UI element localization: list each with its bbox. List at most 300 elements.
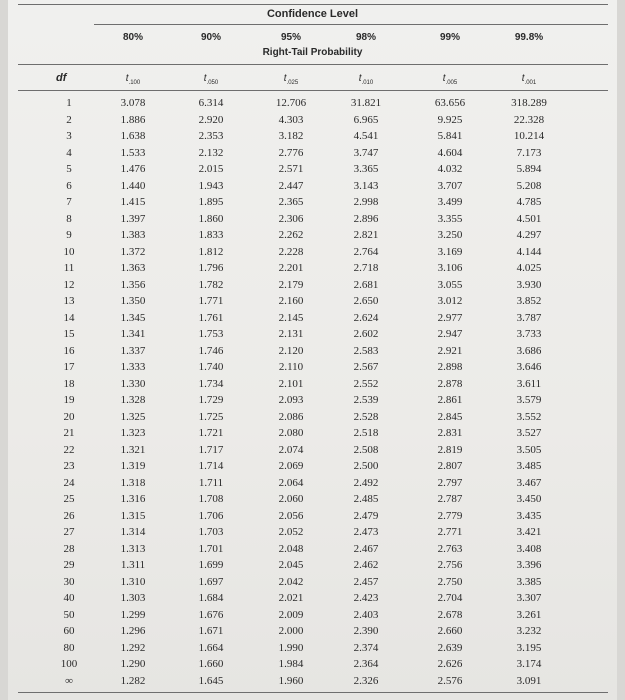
critical-value: 1.645	[198, 674, 224, 687]
critical-value: 3.385	[516, 575, 542, 588]
table-bottom-rule	[18, 692, 608, 693]
critical-value: 1.476	[120, 163, 146, 175]
critical-value: 1.383	[120, 229, 146, 241]
critical-value: 3.733	[516, 328, 542, 340]
critical-value: 2.518	[353, 427, 379, 439]
critical-value: 1.397	[120, 212, 146, 225]
table-row	[8, 295, 617, 312]
critical-value: 3.787	[516, 311, 542, 324]
critical-value: 1.990	[278, 641, 304, 654]
critical-value: 3.106	[437, 262, 463, 274]
critical-value: 2.056	[278, 509, 304, 522]
critical-value: 3.182	[278, 130, 304, 142]
critical-value: 3.611	[516, 377, 542, 390]
table-row	[8, 279, 617, 296]
critical-value: 3.852	[516, 295, 542, 307]
critical-value: 2.776	[278, 146, 304, 159]
critical-value: 2.583	[353, 344, 379, 357]
critical-value: 3.091	[516, 674, 542, 687]
critical-value: 2.374	[353, 641, 379, 654]
critical-value: 3.261	[516, 608, 542, 621]
critical-value: 2.064	[278, 476, 304, 489]
critical-value: 4.785	[516, 196, 542, 208]
critical-value: 2.009	[278, 608, 304, 621]
critical-value: 4.144	[516, 245, 542, 258]
critical-value: 3.930	[516, 278, 542, 291]
critical-value: 1.664	[198, 641, 224, 654]
critical-value: 2.639	[437, 641, 463, 654]
critical-value: 3.307	[516, 592, 542, 604]
critical-value: 6.965	[353, 113, 379, 126]
critical-value: 2.807	[437, 460, 463, 472]
critical-value: 3.169	[437, 245, 463, 258]
critical-value: 3.707	[437, 179, 463, 192]
critical-value: 2.365	[278, 196, 304, 208]
df-value: 26	[63, 509, 75, 522]
critical-value: 2.403	[353, 608, 379, 621]
critical-value: 3.055	[437, 278, 463, 291]
critical-value: 1.886	[120, 113, 146, 126]
table-row	[8, 642, 617, 659]
table-row	[8, 576, 617, 593]
df-value: 23	[63, 460, 75, 472]
critical-value: 2.787	[437, 493, 463, 505]
critical-value: 1.415	[120, 196, 146, 208]
critical-value: 2.462	[353, 559, 379, 571]
critical-value: 1.315	[120, 509, 146, 522]
df-value: 40	[63, 592, 75, 604]
critical-value: 2.998	[353, 196, 379, 208]
critical-value: 2.567	[353, 361, 379, 373]
critical-value: 3.505	[516, 443, 542, 456]
critical-value: 2.764	[353, 245, 379, 258]
critical-value: 2.819	[437, 443, 463, 456]
right-tail-probability-title: Right-Tail Probability	[262, 47, 363, 58]
critical-value: 2.821	[353, 229, 379, 241]
df-value: 80	[63, 641, 75, 654]
table-row	[8, 114, 617, 131]
critical-value: 1.318	[120, 476, 146, 489]
t-header: $t_{.001}$	[521, 73, 537, 86]
critical-value: 1.833	[198, 229, 224, 241]
critical-value: 1.330	[120, 377, 146, 390]
critical-value: 2.110	[278, 361, 304, 373]
critical-value: 1.708	[198, 493, 224, 505]
critical-value: 2.326	[353, 674, 379, 687]
header-rule-top	[18, 64, 608, 65]
table-row	[8, 229, 617, 246]
df-value: 22	[63, 443, 75, 456]
table-row	[8, 427, 617, 444]
critical-value: 3.396	[516, 559, 542, 571]
critical-value: 1.299	[120, 608, 146, 621]
critical-value: 2.650	[353, 295, 379, 307]
critical-value: 1.717	[198, 443, 224, 456]
t-header: $t_{.100}$	[125, 73, 141, 86]
critical-value: 22.328	[513, 113, 545, 126]
critical-value: 1.984	[278, 658, 304, 670]
confidence-level-row	[8, 32, 617, 46]
critical-value: 1.729	[198, 394, 224, 406]
critical-value: 1.638	[120, 130, 146, 142]
critical-value: 2.718	[353, 262, 379, 274]
critical-value: 1.734	[198, 377, 224, 390]
df-value: 11	[63, 262, 75, 274]
critical-value: 2.771	[437, 526, 463, 538]
critical-value: 2.878	[437, 377, 463, 390]
critical-value: 1.746	[198, 344, 224, 357]
df-value: ∞	[65, 674, 73, 687]
critical-value: 2.485	[353, 493, 379, 505]
table-row	[8, 477, 617, 494]
critical-value: 1.311	[120, 559, 146, 571]
critical-value: 1.684	[198, 592, 224, 604]
critical-value: 2.947	[437, 328, 463, 340]
confidence-95: 95%	[280, 32, 301, 43]
critical-value: 1.671	[198, 625, 224, 637]
critical-value: 1.676	[198, 608, 224, 621]
df-value: 3	[66, 130, 72, 142]
critical-value: 2.921	[437, 344, 463, 357]
t-header: $t_{.025}$	[283, 73, 299, 86]
critical-value: 2.364	[353, 658, 379, 670]
critical-value: 1.296	[120, 625, 146, 637]
critical-value: 1.721	[198, 427, 224, 439]
critical-value: 1.345	[120, 311, 146, 324]
df-value: 50	[63, 608, 75, 621]
critical-value: 2.479	[353, 509, 379, 522]
critical-value: 1.356	[120, 278, 146, 291]
t-header: $t_{.050}$	[203, 73, 219, 86]
critical-value: 2.756	[437, 559, 463, 571]
critical-value: 2.500	[353, 460, 379, 472]
critical-value: 3.552	[516, 410, 542, 423]
table-row	[8, 328, 617, 345]
table-row	[8, 526, 617, 543]
critical-value: 1.697	[198, 575, 224, 588]
critical-value: 1.328	[120, 394, 146, 406]
critical-value: 2.015	[198, 163, 224, 175]
critical-value: 1.725	[198, 410, 224, 423]
critical-value: 1.533	[120, 146, 146, 159]
df-value: 16	[63, 344, 75, 357]
critical-value: 4.501	[516, 212, 542, 225]
critical-value: 1.363	[120, 262, 146, 274]
t-value-column-headers	[8, 73, 617, 87]
critical-value: 4.541	[353, 130, 379, 142]
critical-value: 2.624	[353, 311, 379, 324]
critical-value: 2.132	[198, 146, 224, 159]
critical-value: 2.048	[278, 542, 304, 555]
table-row	[8, 609, 617, 626]
critical-value: 2.571	[278, 163, 304, 175]
critical-value: 2.042	[278, 575, 304, 588]
critical-value: 3.232	[516, 625, 542, 637]
df-value: 6	[66, 179, 72, 192]
table-top-rule	[18, 4, 608, 5]
critical-value: 2.920	[198, 113, 224, 126]
df-value: 13	[63, 295, 75, 307]
df-value: 18	[63, 377, 75, 390]
table-row	[8, 592, 617, 609]
critical-value: 2.576	[437, 674, 463, 687]
critical-value: 63.656	[434, 97, 466, 109]
critical-value: 10.214	[513, 130, 545, 142]
critical-value: 3.012	[437, 295, 463, 307]
critical-value: 3.450	[516, 493, 542, 505]
df-value: 60	[63, 625, 75, 637]
critical-value: 1.771	[198, 295, 224, 307]
critical-value: 4.025	[516, 262, 542, 274]
critical-value: 2.145	[278, 311, 304, 324]
critical-value: 4.303	[278, 113, 304, 126]
critical-value: 5.208	[516, 179, 542, 192]
critical-value: 1.714	[198, 460, 224, 472]
critical-value: 2.539	[353, 394, 379, 406]
df-value: 9	[66, 229, 72, 241]
critical-value: 1.310	[120, 575, 146, 588]
df-value: 21	[63, 427, 75, 439]
critical-value: 1.282	[120, 674, 146, 687]
critical-value: 3.408	[516, 542, 542, 555]
df-value: 10	[63, 245, 75, 258]
critical-value: 2.179	[278, 278, 304, 291]
critical-value: 1.796	[198, 262, 224, 274]
critical-value: 2.678	[437, 608, 463, 621]
critical-value: 3.485	[516, 460, 542, 472]
critical-value: 12.706	[275, 97, 307, 109]
df-value: 20	[63, 410, 75, 423]
table-row	[8, 559, 617, 576]
critical-value: 7.173	[516, 146, 542, 159]
df-value: 2	[66, 113, 72, 126]
critical-value: 2.101	[278, 377, 304, 390]
critical-value: 5.894	[516, 163, 542, 175]
critical-value: 2.131	[278, 328, 304, 340]
critical-value: 2.120	[278, 344, 304, 357]
critical-value: 3.579	[516, 394, 542, 406]
critical-value: 2.508	[353, 443, 379, 456]
table-row	[8, 493, 617, 510]
critical-value: 3.467	[516, 476, 542, 489]
confidence-98: 98%	[355, 32, 376, 43]
critical-value: 9.925	[437, 113, 463, 126]
table-row	[8, 262, 617, 279]
table-row	[8, 180, 617, 197]
df-value: 17	[63, 361, 75, 373]
df-column-header: df	[56, 72, 67, 84]
critical-value: 1.960	[278, 674, 304, 687]
table-row	[8, 213, 617, 230]
df-value: 12	[63, 278, 75, 291]
critical-value: 2.704	[437, 592, 463, 604]
critical-value: 3.527	[516, 427, 542, 439]
table-row	[8, 675, 617, 692]
critical-value: 2.086	[278, 410, 304, 423]
critical-value: 2.390	[353, 625, 379, 637]
df-value: 14	[63, 311, 75, 324]
table-row	[8, 312, 617, 329]
critical-value: 2.423	[353, 592, 379, 604]
critical-value: 2.779	[437, 509, 463, 522]
critical-value: 1.290	[120, 658, 146, 670]
critical-value: 1.706	[198, 509, 224, 522]
table-row	[8, 163, 617, 180]
critical-value: 2.492	[353, 476, 379, 489]
critical-value: 2.831	[437, 427, 463, 439]
critical-value: 2.552	[353, 377, 379, 390]
critical-value: 3.250	[437, 229, 463, 241]
df-value: 28	[63, 542, 75, 555]
table-row	[8, 130, 617, 147]
t-distribution-table	[8, 0, 617, 700]
critical-value: 3.174	[516, 658, 542, 670]
df-value: 15	[63, 328, 75, 340]
critical-value: 1.701	[198, 542, 224, 555]
confidence-rule	[94, 24, 608, 25]
critical-value: 2.201	[278, 262, 304, 274]
t-header: $t_{.010}$	[358, 73, 374, 86]
critical-value: 1.943	[198, 179, 224, 192]
critical-value: 1.372	[120, 245, 146, 258]
header-rule-bottom	[18, 90, 608, 91]
table-row	[8, 460, 617, 477]
table-row	[8, 444, 617, 461]
critical-value: 318.289	[511, 97, 547, 109]
critical-value: 2.750	[437, 575, 463, 588]
critical-value: 1.316	[120, 493, 146, 505]
critical-value: 1.313	[120, 542, 146, 555]
critical-value: 1.761	[198, 311, 224, 324]
critical-value: 1.325	[120, 410, 146, 423]
critical-value: 2.467	[353, 542, 379, 555]
critical-value: 1.323	[120, 427, 146, 439]
critical-value: 1.314	[120, 526, 146, 538]
critical-value: 1.860	[198, 212, 224, 225]
confidence-80: 80%	[122, 32, 143, 43]
df-value: 19	[63, 394, 75, 406]
critical-value: 2.977	[437, 311, 463, 324]
critical-value: 2.457	[353, 575, 379, 588]
confidence-level-title: Confidence Level	[266, 8, 359, 20]
critical-value: 2.021	[278, 592, 304, 604]
table-row	[8, 625, 617, 642]
df-value: 7	[66, 196, 72, 208]
df-value: 25	[63, 493, 75, 505]
critical-value: 3.499	[437, 196, 463, 208]
critical-value: 2.473	[353, 526, 379, 538]
critical-value: 3.143	[353, 179, 379, 192]
critical-value: 1.703	[198, 526, 224, 538]
critical-value: 2.353	[198, 130, 224, 142]
critical-value: 1.440	[120, 179, 146, 192]
critical-value: 2.602	[353, 328, 379, 340]
confidence-90: 90%	[200, 32, 221, 43]
table-row	[8, 361, 617, 378]
critical-value: 4.032	[437, 163, 463, 175]
critical-value: 3.435	[516, 509, 542, 522]
critical-value: 1.337	[120, 344, 146, 357]
critical-value: 2.626	[437, 658, 463, 670]
critical-value: 3.365	[353, 163, 379, 175]
critical-value: 1.699	[198, 559, 224, 571]
critical-value: 1.333	[120, 361, 146, 373]
critical-value: 2.447	[278, 179, 304, 192]
critical-value: 2.074	[278, 443, 304, 456]
critical-value: 2.060	[278, 493, 304, 505]
critical-value: 2.861	[437, 394, 463, 406]
table-row	[8, 394, 617, 411]
t-header: $t_{.005}$	[442, 73, 458, 86]
critical-value: 1.341	[120, 328, 146, 340]
critical-value: 2.093	[278, 394, 304, 406]
critical-value: 1.812	[198, 245, 224, 258]
table-row	[8, 658, 617, 675]
critical-value: 1.303	[120, 592, 146, 604]
critical-value: 2.052	[278, 526, 304, 538]
table-row	[8, 543, 617, 560]
critical-value: 1.319	[120, 460, 146, 472]
df-value: 4	[66, 146, 72, 159]
critical-value: 2.069	[278, 460, 304, 472]
critical-value: 1.660	[198, 658, 224, 670]
critical-value: 3.421	[516, 526, 542, 538]
critical-value: 1.321	[120, 443, 146, 456]
critical-value: 1.350	[120, 295, 146, 307]
critical-value: 2.000	[278, 625, 304, 637]
critical-value: 2.681	[353, 278, 379, 291]
critical-value: 6.314	[198, 97, 224, 109]
critical-value: 2.660	[437, 625, 463, 637]
critical-value: 2.160	[278, 295, 304, 307]
table-row	[8, 345, 617, 362]
critical-value: 1.895	[198, 196, 224, 208]
critical-value: 2.797	[437, 476, 463, 489]
critical-value: 1.740	[198, 361, 224, 373]
critical-value: 1.753	[198, 328, 224, 340]
critical-value: 2.763	[437, 542, 463, 555]
critical-value: 2.845	[437, 410, 463, 423]
table-row	[8, 97, 617, 114]
critical-value: 2.528	[353, 410, 379, 423]
table-row	[8, 246, 617, 263]
critical-value: 2.228	[278, 245, 304, 258]
confidence-99-8: 99.8%	[514, 32, 544, 43]
critical-value: 3.646	[516, 361, 542, 373]
df-value: 8	[66, 212, 72, 225]
df-value: 27	[63, 526, 75, 538]
critical-value: 3.747	[353, 146, 379, 159]
df-value: 30	[63, 575, 75, 588]
df-value: 29	[63, 559, 75, 571]
critical-value: 5.841	[437, 130, 463, 142]
critical-value: 1.292	[120, 641, 146, 654]
confidence-99: 99%	[439, 32, 460, 43]
critical-value: 2.306	[278, 212, 304, 225]
critical-value: 2.898	[437, 361, 463, 373]
df-value: 1	[66, 97, 72, 109]
critical-value: 1.711	[198, 476, 224, 489]
critical-value: 3.078	[120, 97, 146, 109]
critical-value: 3.355	[437, 212, 463, 225]
table-row	[8, 510, 617, 527]
critical-value: 3.195	[516, 641, 542, 654]
critical-value: 1.782	[198, 278, 224, 291]
df-value: 5	[66, 163, 72, 175]
critical-value: 2.045	[278, 559, 304, 571]
table-row	[8, 411, 617, 428]
table-row	[8, 378, 617, 395]
